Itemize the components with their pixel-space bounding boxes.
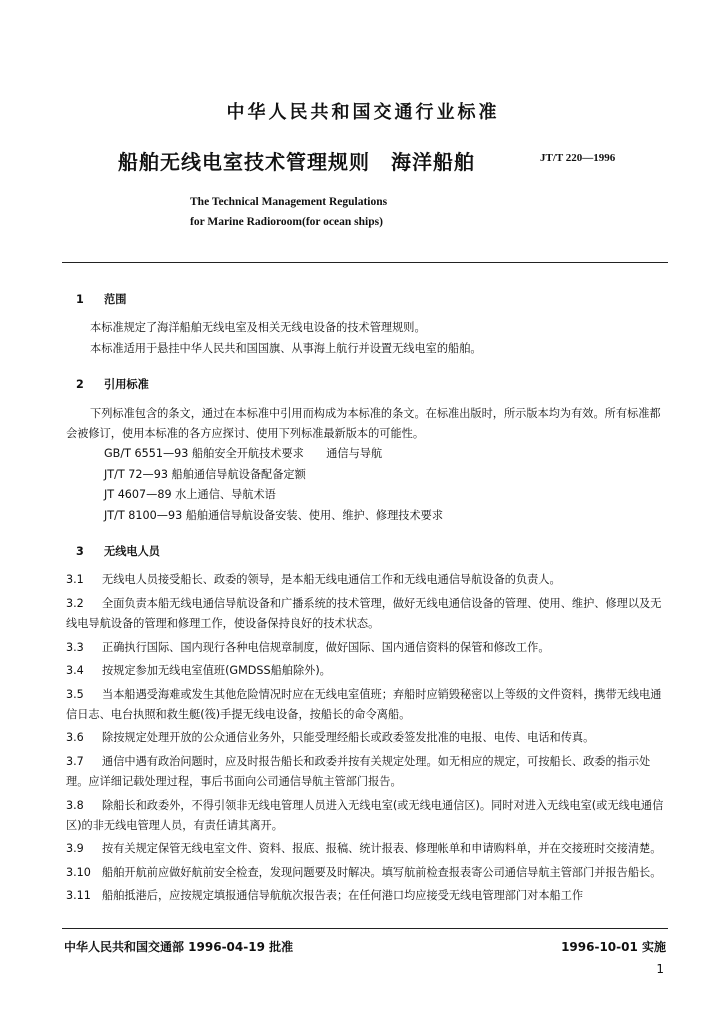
section-title: 无线电人员 xyxy=(104,545,160,559)
clause-text: 除按规定处理开放的公众通信业务外，只能受理经船长或政委签发批准的电报、电传、电话和传真。 xyxy=(102,731,595,745)
reference-item: GB/T 6551—93 船舶安全开航技术要求 通信与导航 xyxy=(104,447,383,461)
paragraph: 本标准规定了海洋船舶无线电室及相关无线电设备的技术管理规则。 xyxy=(90,321,426,335)
clause-number: 3.7 xyxy=(66,754,84,768)
section-title: 范围 xyxy=(104,293,127,306)
clause xyxy=(66,570,670,590)
clause-text: 除船长和政委外，不得引领非无线电管理人员进入无线电室(或无线电通信区)。同时对进入无线电室(或无线电通信区)的非无线电管理人员，有责任请其离开。 xyxy=(66,798,664,832)
implementation-date: 1996-10-01 实施 xyxy=(561,940,666,954)
paragraph: 下列标准包含的条文，通过在本标准中引用而构成为本标准的条文。在标准出版时，所示版本均为有效。所有标准都会被修订，使用本标准的各方应探讨、使用下列标准最新版本的可能性。 xyxy=(66,406,661,441)
clause xyxy=(66,728,670,748)
english-title-line-1: The Technical Management Regulations xyxy=(190,196,388,208)
clause-text: 按规定参加无线电室值班(GMDSS船舶除外)。 xyxy=(102,664,331,678)
clause xyxy=(66,661,670,681)
section-number: 2 xyxy=(76,378,84,392)
clause xyxy=(66,685,670,726)
clause-text: 按有关规定保管无线电室文件、资料、报底、报稿、统计报表、修理帐单和申请购料单，并在交接班时交接清楚。 xyxy=(102,842,662,856)
clause-number: 3.3 xyxy=(66,640,84,654)
reference-item: JT 4607—89 水上通信、导航术语 xyxy=(104,488,276,502)
clause-number: 3.4 xyxy=(66,664,84,678)
clause-text: 正确执行国际、国内现行各种电信规章制度，做好国际、国内通信资料的保管和修改工作。 xyxy=(102,640,550,654)
clause xyxy=(66,886,670,906)
section-title: 引用标准 xyxy=(104,378,149,392)
section-heading xyxy=(66,290,670,310)
clause-number: 3.10 xyxy=(66,865,91,879)
approval-statement: 中华人民共和国交通部 1996-04-19 批准 xyxy=(64,940,294,954)
document-title: 船舶无线电室技术管理规则 海洋船舶 xyxy=(118,150,475,174)
clause-number: 3.5 xyxy=(66,687,84,701)
header-divider xyxy=(62,262,668,263)
section-number: 1 xyxy=(76,293,84,306)
clause-text: 全面负责本船无线电通信导航设备和广播系统的技术管理，做好无线电通信设备的管理、使用、维护、修理以及无线电导航设备的管理和修理工作，使设备保持良好的技术状态。 xyxy=(66,596,662,631)
standard-code: JT/T 220—1996 xyxy=(540,152,616,164)
reference-item: JT/T 72—93 船舶通信导航设备配备定额 xyxy=(104,467,306,481)
clause-text: 船舶抵港后，应按规定填报通信导航航次报告表；在任何港口均应接受无线电管理部门对本船工作 xyxy=(102,889,584,903)
clause xyxy=(66,796,670,837)
clause-text: 当本船遇受海难或发生其他危险情况时应在无线电室值班；弃船时应销毁秘密以上等级的文件资料，携带无线电通信日志、电台执照和救生艇(筏)手提无线电设备，按船长的命令离船。 xyxy=(66,687,662,721)
clause xyxy=(66,863,670,883)
section-heading xyxy=(66,542,670,562)
footer-divider xyxy=(62,928,668,929)
clause-number: 3.8 xyxy=(66,798,84,812)
clause xyxy=(66,752,670,793)
issuing-authority-title: 中华人民共和国交通行业标准 xyxy=(226,102,500,123)
document-body xyxy=(66,282,670,910)
clause-number: 3.9 xyxy=(66,842,84,856)
english-title-line-2: for Marine Radioroom(for ocean ships) xyxy=(190,216,383,228)
clause-text: 无线电人员接受船长、政委的领导，是本船无线电通信工作和无线电通信导航设备的负责人。 xyxy=(102,573,561,587)
section-number: 3 xyxy=(76,545,84,559)
clause-text: 船舶开航前应做好航前安全检查，发现问题要及时解决。填写航前检查报表寄公司通信导航主管部门并报告船长。 xyxy=(102,865,662,879)
clause-text: 通信中遇有政治问题时，应及时报告船长和政委并按有关规定处理。如无相应的规定，可按船长、政委的指示处理。应详细记载处理过程，事后书面向公司通信导航主管部门报告。 xyxy=(66,754,651,789)
clause-number: 3.1 xyxy=(66,573,84,587)
reference-item: JT/T 8100—93 船舶通信导航设备安装、使用、维护、修理技术要求 xyxy=(104,508,444,522)
clause xyxy=(66,839,670,859)
clause-number: 3.2 xyxy=(66,596,84,610)
english-title xyxy=(190,192,387,232)
page-number: 1 xyxy=(656,962,664,976)
clause-number: 3.11 xyxy=(66,889,91,903)
clause xyxy=(66,594,670,635)
clause-number: 3.6 xyxy=(66,731,84,745)
section-heading xyxy=(66,375,670,395)
clause xyxy=(66,638,670,658)
paragraph: 本标准适用于悬挂中华人民共和国国旗、从事海上航行并设置无线电室的船舶。 xyxy=(90,341,482,355)
